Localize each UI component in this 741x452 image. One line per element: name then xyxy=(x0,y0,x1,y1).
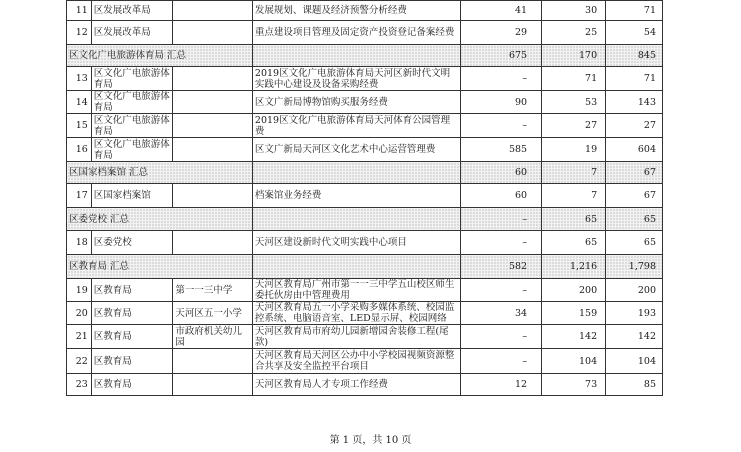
project-cell: 天河区教育局市府幼儿园新增园舍装修工程(尾款) xyxy=(252,325,460,349)
amount-2-cell: 159 xyxy=(542,302,606,325)
project-cell xyxy=(252,162,460,184)
amount-2-cell: 7 xyxy=(542,184,606,208)
project-cell: 重点建设项目管理及固定资产投资登记备案经费 xyxy=(252,21,460,45)
table-row xyxy=(67,67,663,91)
amount-2-cell: 53 xyxy=(542,91,606,114)
table-row xyxy=(67,279,663,302)
sub-unit-cell xyxy=(173,231,253,255)
amount-2-cell: 1,216 xyxy=(542,255,606,279)
department-cell: 区教育局 xyxy=(91,279,173,302)
department-cell: 区教育局 xyxy=(91,349,173,374)
amount-2-cell: 7 xyxy=(542,162,606,184)
sub-unit-cell xyxy=(173,349,253,374)
amount-2-cell: 73 xyxy=(542,374,606,396)
row-index: 13 xyxy=(67,67,92,91)
summary-row xyxy=(67,162,663,184)
table-row xyxy=(67,231,663,255)
amount-1-cell: 90 xyxy=(460,91,542,114)
department-cell: 区教育局 xyxy=(91,325,173,349)
summary-label: 区教育局 汇总 xyxy=(67,255,253,279)
amount-1-cell: 60 xyxy=(460,184,542,208)
amount-2-cell: 25 xyxy=(542,21,606,45)
project-cell xyxy=(252,255,460,279)
table-row xyxy=(67,21,663,45)
sub-unit-cell xyxy=(173,114,253,138)
row-index: 14 xyxy=(67,91,92,114)
summary-label: 区文化广电旅游体育局 汇总 xyxy=(67,45,253,67)
department-cell: 区教育局 xyxy=(91,302,173,325)
row-index: 21 xyxy=(67,325,92,349)
amount-2-cell: 170 xyxy=(542,45,606,67)
total-cell: 104 xyxy=(606,349,663,374)
amount-2-cell: 200 xyxy=(542,279,606,302)
project-cell: 2019区文化广电旅游体育局天河体育公园管理费 xyxy=(252,114,460,138)
amount-1-cell: – xyxy=(460,325,542,349)
row-index: 16 xyxy=(67,138,92,162)
table-row xyxy=(67,374,663,396)
total-cell: 67 xyxy=(606,162,663,184)
amount-1-cell: 41 xyxy=(460,1,542,21)
department-cell: 区委党校 xyxy=(91,231,173,255)
department-cell: 区发展改革局 xyxy=(91,21,173,45)
table-row xyxy=(67,114,663,138)
sub-unit-cell: 天河区五一小学 xyxy=(173,302,253,325)
project-cell: 发展规划、课题及经济预警分析经费 xyxy=(252,1,460,21)
total-cell: 65 xyxy=(606,231,663,255)
row-index: 23 xyxy=(67,374,92,396)
project-cell: 区文广新局博物馆购买服务经费 xyxy=(252,91,460,114)
budget-table xyxy=(66,0,663,396)
project-cell: 天河区教育局天河区公办中小学校园视频资源整合共享及安全监控平台项目 xyxy=(252,349,460,374)
summary-row xyxy=(67,45,663,67)
total-cell: 142 xyxy=(606,325,663,349)
total-cell: 71 xyxy=(606,67,663,91)
page-number-footer: 第 1 页，共 10 页 xyxy=(329,435,412,446)
sub-unit-cell: 第一一三中学 xyxy=(173,279,253,302)
table-row xyxy=(67,138,663,162)
amount-1-cell: – xyxy=(460,349,542,374)
total-cell: 193 xyxy=(606,302,663,325)
row-index: 12 xyxy=(67,21,92,45)
table-row xyxy=(67,325,663,349)
amount-1-cell: 582 xyxy=(460,255,542,279)
summary-row xyxy=(67,208,663,231)
total-cell: 67 xyxy=(606,184,663,208)
amount-1-cell: – xyxy=(460,231,542,255)
total-cell: 604 xyxy=(606,138,663,162)
amount-1-cell: 12 xyxy=(460,374,542,396)
amount-1-cell: – xyxy=(460,279,542,302)
row-index: 22 xyxy=(67,349,92,374)
amount-1-cell: 29 xyxy=(460,21,542,45)
amount-2-cell: 71 xyxy=(542,67,606,91)
department-cell: 区发展改革局 xyxy=(91,1,173,21)
project-cell: 天河区教育局广州市第一一三中学五山校区师生委托伙房由中管理费用 xyxy=(252,279,460,302)
total-cell: 200 xyxy=(606,279,663,302)
total-cell: 27 xyxy=(606,114,663,138)
sub-unit-cell xyxy=(173,67,253,91)
sub-unit-cell xyxy=(173,21,253,45)
total-cell: 54 xyxy=(606,21,663,45)
amount-2-cell: 27 xyxy=(542,114,606,138)
total-cell: 143 xyxy=(606,91,663,114)
project-cell xyxy=(252,45,460,67)
sub-unit-cell: 市政府机关幼儿园 xyxy=(173,325,253,349)
department-cell: 区文化广电旅游体育局 xyxy=(91,91,173,114)
amount-2-cell: 104 xyxy=(542,349,606,374)
amount-1-cell: 675 xyxy=(460,45,542,67)
project-cell: 天河区建设新时代文明实践中心项目 xyxy=(252,231,460,255)
summary-row xyxy=(67,255,663,279)
sub-unit-cell xyxy=(173,91,253,114)
total-cell: 85 xyxy=(606,374,663,396)
sub-unit-cell xyxy=(173,1,253,21)
sub-unit-cell xyxy=(173,374,253,396)
department-cell: 区文化广电旅游体育局 xyxy=(91,114,173,138)
department-cell: 区国家档案馆 xyxy=(91,184,173,208)
project-cell: 天河区教育局五一小学采购多媒体系统、校园监控系统、电脑语音室、LED显示屏、校园网络 xyxy=(252,302,460,325)
total-cell: 1,798 xyxy=(606,255,663,279)
row-index: 19 xyxy=(67,279,92,302)
total-cell: 65 xyxy=(606,208,663,231)
amount-2-cell: 65 xyxy=(542,208,606,231)
amount-2-cell: 142 xyxy=(542,325,606,349)
row-index: 11 xyxy=(67,1,92,21)
project-cell: 档案馆业务经费 xyxy=(252,184,460,208)
table-row xyxy=(67,184,663,208)
amount-1-cell: 60 xyxy=(460,162,542,184)
amount-1-cell: – xyxy=(460,67,542,91)
project-cell: 天河区教育局人才专项工作经费 xyxy=(252,374,460,396)
table-row xyxy=(67,302,663,325)
amount-1-cell: 34 xyxy=(460,302,542,325)
amount-2-cell: 19 xyxy=(542,138,606,162)
table-row xyxy=(67,91,663,114)
sub-unit-cell xyxy=(173,138,253,162)
project-cell: 区文广新局天河区文化艺术中心运营管理费 xyxy=(252,138,460,162)
amount-2-cell: 65 xyxy=(542,231,606,255)
project-cell: 2019区文化广电旅游体育局天河区新时代文明实践中心建设及设备采购经费 xyxy=(252,67,460,91)
project-cell xyxy=(252,208,460,231)
sub-unit-cell xyxy=(173,184,253,208)
summary-label: 区委党校 汇总 xyxy=(67,208,253,231)
row-index: 18 xyxy=(67,231,92,255)
total-cell: 71 xyxy=(606,1,663,21)
total-cell: 845 xyxy=(606,45,663,67)
department-cell: 区教育局 xyxy=(91,374,173,396)
summary-label: 区国家档案馆 汇总 xyxy=(67,162,253,184)
row-index: 20 xyxy=(67,302,92,325)
table-row xyxy=(67,1,663,21)
department-cell: 区文化广电旅游体育局 xyxy=(91,138,173,162)
amount-1-cell: – xyxy=(460,208,542,231)
row-index: 15 xyxy=(67,114,92,138)
department-cell: 区文化广电旅游体育局 xyxy=(91,67,173,91)
amount-1-cell: 585 xyxy=(460,138,542,162)
row-index: 17 xyxy=(67,184,92,208)
amount-2-cell: 30 xyxy=(542,1,606,21)
amount-1-cell: – xyxy=(460,114,542,138)
table-row xyxy=(67,349,663,374)
